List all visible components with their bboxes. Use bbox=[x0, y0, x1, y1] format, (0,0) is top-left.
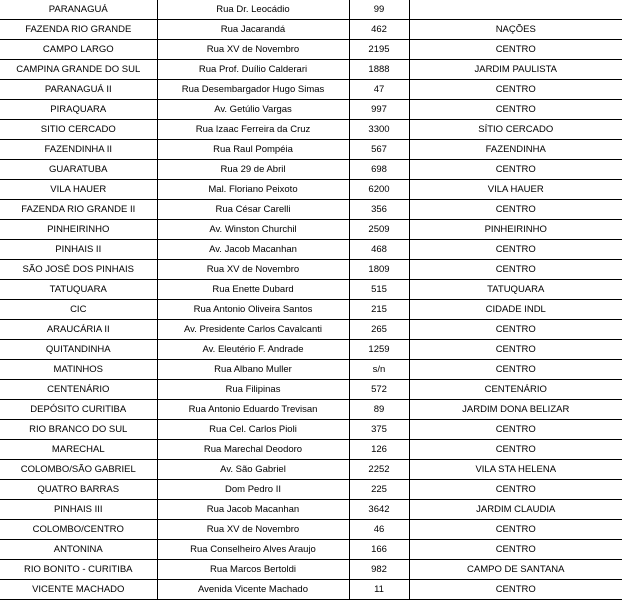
district-cell: CENTRO bbox=[409, 160, 622, 180]
street-cell: Rua Antonio Oliveira Santos bbox=[157, 300, 349, 320]
district-cell: CENTRO bbox=[409, 540, 622, 560]
table-row bbox=[0, 360, 622, 380]
store-name-cell: RIO BRANCO DO SUL bbox=[0, 420, 157, 440]
number-cell: 698 bbox=[349, 160, 409, 180]
street-cell: Rua XV de Novembro bbox=[157, 260, 349, 280]
number-cell: 225 bbox=[349, 480, 409, 500]
number-cell: 997 bbox=[349, 100, 409, 120]
street-cell: Av. Getúlio Vargas bbox=[157, 100, 349, 120]
number-cell: 462 bbox=[349, 20, 409, 40]
district-cell: CENTRO bbox=[409, 260, 622, 280]
table-row bbox=[0, 460, 622, 480]
district-cell: VILA STA HELENA bbox=[409, 460, 622, 480]
store-name-cell: FAZENDA RIO GRANDE bbox=[0, 20, 157, 40]
number-cell: 1809 bbox=[349, 260, 409, 280]
table-row bbox=[0, 200, 622, 220]
table-row bbox=[0, 440, 622, 460]
number-cell: 2195 bbox=[349, 40, 409, 60]
table-row bbox=[0, 20, 622, 40]
district-cell: CENTRO bbox=[409, 80, 622, 100]
number-cell: 89 bbox=[349, 400, 409, 420]
district-cell: CENTRO bbox=[409, 420, 622, 440]
street-cell: Rua Prof. Duílio Calderari bbox=[157, 60, 349, 80]
store-name-cell: VILA HAUER bbox=[0, 180, 157, 200]
table-row bbox=[0, 480, 622, 500]
district-cell: TATUQUARA bbox=[409, 280, 622, 300]
number-cell: 265 bbox=[349, 320, 409, 340]
street-cell: Av. Winston Churchil bbox=[157, 220, 349, 240]
number-cell: 2509 bbox=[349, 220, 409, 240]
number-cell: 375 bbox=[349, 420, 409, 440]
table-row bbox=[0, 40, 622, 60]
street-cell: Rua Antonio Eduardo Trevisan bbox=[157, 400, 349, 420]
store-name-cell: CENTENÁRIO bbox=[0, 380, 157, 400]
number-cell: 468 bbox=[349, 240, 409, 260]
street-cell: Rua Desembargador Hugo Simas bbox=[157, 80, 349, 100]
street-cell: Rua Conselheiro Alves Araujo bbox=[157, 540, 349, 560]
store-name-cell: COLOMBO/SÃO GABRIEL bbox=[0, 460, 157, 480]
store-name-cell: TATUQUARA bbox=[0, 280, 157, 300]
table-row bbox=[0, 500, 622, 520]
district-cell: CENTRO bbox=[409, 340, 622, 360]
street-cell: Av. Eleutério F. Andrade bbox=[157, 340, 349, 360]
district-cell: CENTRO bbox=[409, 520, 622, 540]
street-cell: Rua Izaac Ferreira da Cruz bbox=[157, 120, 349, 140]
district-cell: CENTRO bbox=[409, 240, 622, 260]
store-name-cell: VICENTE MACHADO bbox=[0, 580, 157, 600]
store-name-cell: CIC bbox=[0, 300, 157, 320]
street-cell: Rua Enette Dubard bbox=[157, 280, 349, 300]
district-cell: CAMPO DE SANTANA bbox=[409, 560, 622, 580]
store-name-cell: ANTONINA bbox=[0, 540, 157, 560]
table-row bbox=[0, 60, 622, 80]
street-cell: Dom Pedro II bbox=[157, 480, 349, 500]
store-name-cell: MATINHOS bbox=[0, 360, 157, 380]
district-cell: JARDIM DONA BELIZAR bbox=[409, 400, 622, 420]
table-row bbox=[0, 400, 622, 420]
number-cell: 46 bbox=[349, 520, 409, 540]
number-cell: 572 bbox=[349, 380, 409, 400]
store-name-cell: RIO BONITO - CURITIBA bbox=[0, 560, 157, 580]
store-name-cell: DEPÓSITO CURITIBA bbox=[0, 400, 157, 420]
street-cell: Rua Jacob Macanhan bbox=[157, 500, 349, 520]
street-cell: Av. São Gabriel bbox=[157, 460, 349, 480]
street-cell: Rua Raul Pompéia bbox=[157, 140, 349, 160]
store-name-cell: QUATRO BARRAS bbox=[0, 480, 157, 500]
street-cell: Rua Filipinas bbox=[157, 380, 349, 400]
street-cell: Rua Marechal Deodoro bbox=[157, 440, 349, 460]
table-row bbox=[0, 300, 622, 320]
number-cell: 166 bbox=[349, 540, 409, 560]
table-row bbox=[0, 580, 622, 600]
number-cell: s/n bbox=[349, 360, 409, 380]
store-name-cell: MARECHAL bbox=[0, 440, 157, 460]
number-cell: 2252 bbox=[349, 460, 409, 480]
store-name-cell: FAZENDINHA II bbox=[0, 140, 157, 160]
district-cell: CENTRO bbox=[409, 360, 622, 380]
store-name-cell: PIRAQUARA bbox=[0, 100, 157, 120]
street-cell: Rua XV de Novembro bbox=[157, 40, 349, 60]
number-cell: 3300 bbox=[349, 120, 409, 140]
district-cell: PINHEIRINHO bbox=[409, 220, 622, 240]
number-cell: 47 bbox=[349, 80, 409, 100]
table-row bbox=[0, 260, 622, 280]
district-cell: CENTRO bbox=[409, 480, 622, 500]
street-cell: Rua XV de Novembro bbox=[157, 520, 349, 540]
number-cell: 126 bbox=[349, 440, 409, 460]
street-cell: Av. Presidente Carlos Cavalcanti bbox=[157, 320, 349, 340]
street-cell: Rua Dr. Leocádio bbox=[157, 0, 349, 20]
store-name-cell: PINHEIRINHO bbox=[0, 220, 157, 240]
table-row bbox=[0, 180, 622, 200]
street-cell: Avenida Vicente Machado bbox=[157, 580, 349, 600]
district-cell bbox=[409, 0, 622, 20]
store-name-cell: ARAUCÁRIA II bbox=[0, 320, 157, 340]
district-cell: CENTRO bbox=[409, 440, 622, 460]
table-row bbox=[0, 540, 622, 560]
number-cell: 515 bbox=[349, 280, 409, 300]
district-cell: CENTRO bbox=[409, 200, 622, 220]
table-row bbox=[0, 220, 622, 240]
store-name-cell: COLOMBO/CENTRO bbox=[0, 520, 157, 540]
district-cell: FAZENDINHA bbox=[409, 140, 622, 160]
table-row bbox=[0, 420, 622, 440]
table-row bbox=[0, 380, 622, 400]
number-cell: 6200 bbox=[349, 180, 409, 200]
district-cell: CENTRO bbox=[409, 40, 622, 60]
district-cell: SÍTIO CERCADO bbox=[409, 120, 622, 140]
store-name-cell: PARANAGUÁ bbox=[0, 0, 157, 20]
table-row bbox=[0, 160, 622, 180]
store-name-cell: PARANAGUÁ II bbox=[0, 80, 157, 100]
table-row bbox=[0, 280, 622, 300]
number-cell: 3642 bbox=[349, 500, 409, 520]
district-cell: CENTRO bbox=[409, 580, 622, 600]
number-cell: 1259 bbox=[349, 340, 409, 360]
street-cell: Rua Jacarandá bbox=[157, 20, 349, 40]
street-cell: Rua Cel. Carlos Pioli bbox=[157, 420, 349, 440]
table-row bbox=[0, 520, 622, 540]
store-name-cell: FAZENDA RIO GRANDE II bbox=[0, 200, 157, 220]
district-cell: CIDADE INDL bbox=[409, 300, 622, 320]
store-name-cell: PINHAIS II bbox=[0, 240, 157, 260]
district-cell: JARDIM PAULISTA bbox=[409, 60, 622, 80]
number-cell: 567 bbox=[349, 140, 409, 160]
store-name-cell: SÃO JOSÉ DOS PINHAIS bbox=[0, 260, 157, 280]
street-cell: Rua Albano Muller bbox=[157, 360, 349, 380]
number-cell: 1888 bbox=[349, 60, 409, 80]
store-name-cell: CAMPO LARGO bbox=[0, 40, 157, 60]
street-cell: Rua 29 de Abril bbox=[157, 160, 349, 180]
district-cell: CENTRO bbox=[409, 320, 622, 340]
number-cell: 982 bbox=[349, 560, 409, 580]
table-row bbox=[0, 120, 622, 140]
number-cell: 356 bbox=[349, 200, 409, 220]
table-row bbox=[0, 320, 622, 340]
table-row bbox=[0, 560, 622, 580]
district-cell: CENTRO bbox=[409, 100, 622, 120]
street-cell: Mal. Floriano Peixoto bbox=[157, 180, 349, 200]
table-row bbox=[0, 140, 622, 160]
table-row bbox=[0, 80, 622, 100]
district-cell: CENTENÁRIO bbox=[409, 380, 622, 400]
number-cell: 99 bbox=[349, 0, 409, 20]
street-cell: Rua Marcos Bertoldi bbox=[157, 560, 349, 580]
number-cell: 11 bbox=[349, 580, 409, 600]
store-name-cell: PINHAIS III bbox=[0, 500, 157, 520]
number-cell: 215 bbox=[349, 300, 409, 320]
district-cell: NAÇÕES bbox=[409, 20, 622, 40]
table-row bbox=[0, 0, 622, 20]
store-name-cell: SITIO CERCADO bbox=[0, 120, 157, 140]
table-row bbox=[0, 100, 622, 120]
table-row bbox=[0, 340, 622, 360]
store-name-cell: CAMPINA GRANDE DO SUL bbox=[0, 60, 157, 80]
store-name-cell: GUARATUBA bbox=[0, 160, 157, 180]
street-cell: Rua César Carelli bbox=[157, 200, 349, 220]
district-cell: VILA HAUER bbox=[409, 180, 622, 200]
district-cell: JARDIM CLAUDIA bbox=[409, 500, 622, 520]
store-name-cell: QUITANDINHA bbox=[0, 340, 157, 360]
street-cell: Av. Jacob Macanhan bbox=[157, 240, 349, 260]
table-row bbox=[0, 240, 622, 260]
